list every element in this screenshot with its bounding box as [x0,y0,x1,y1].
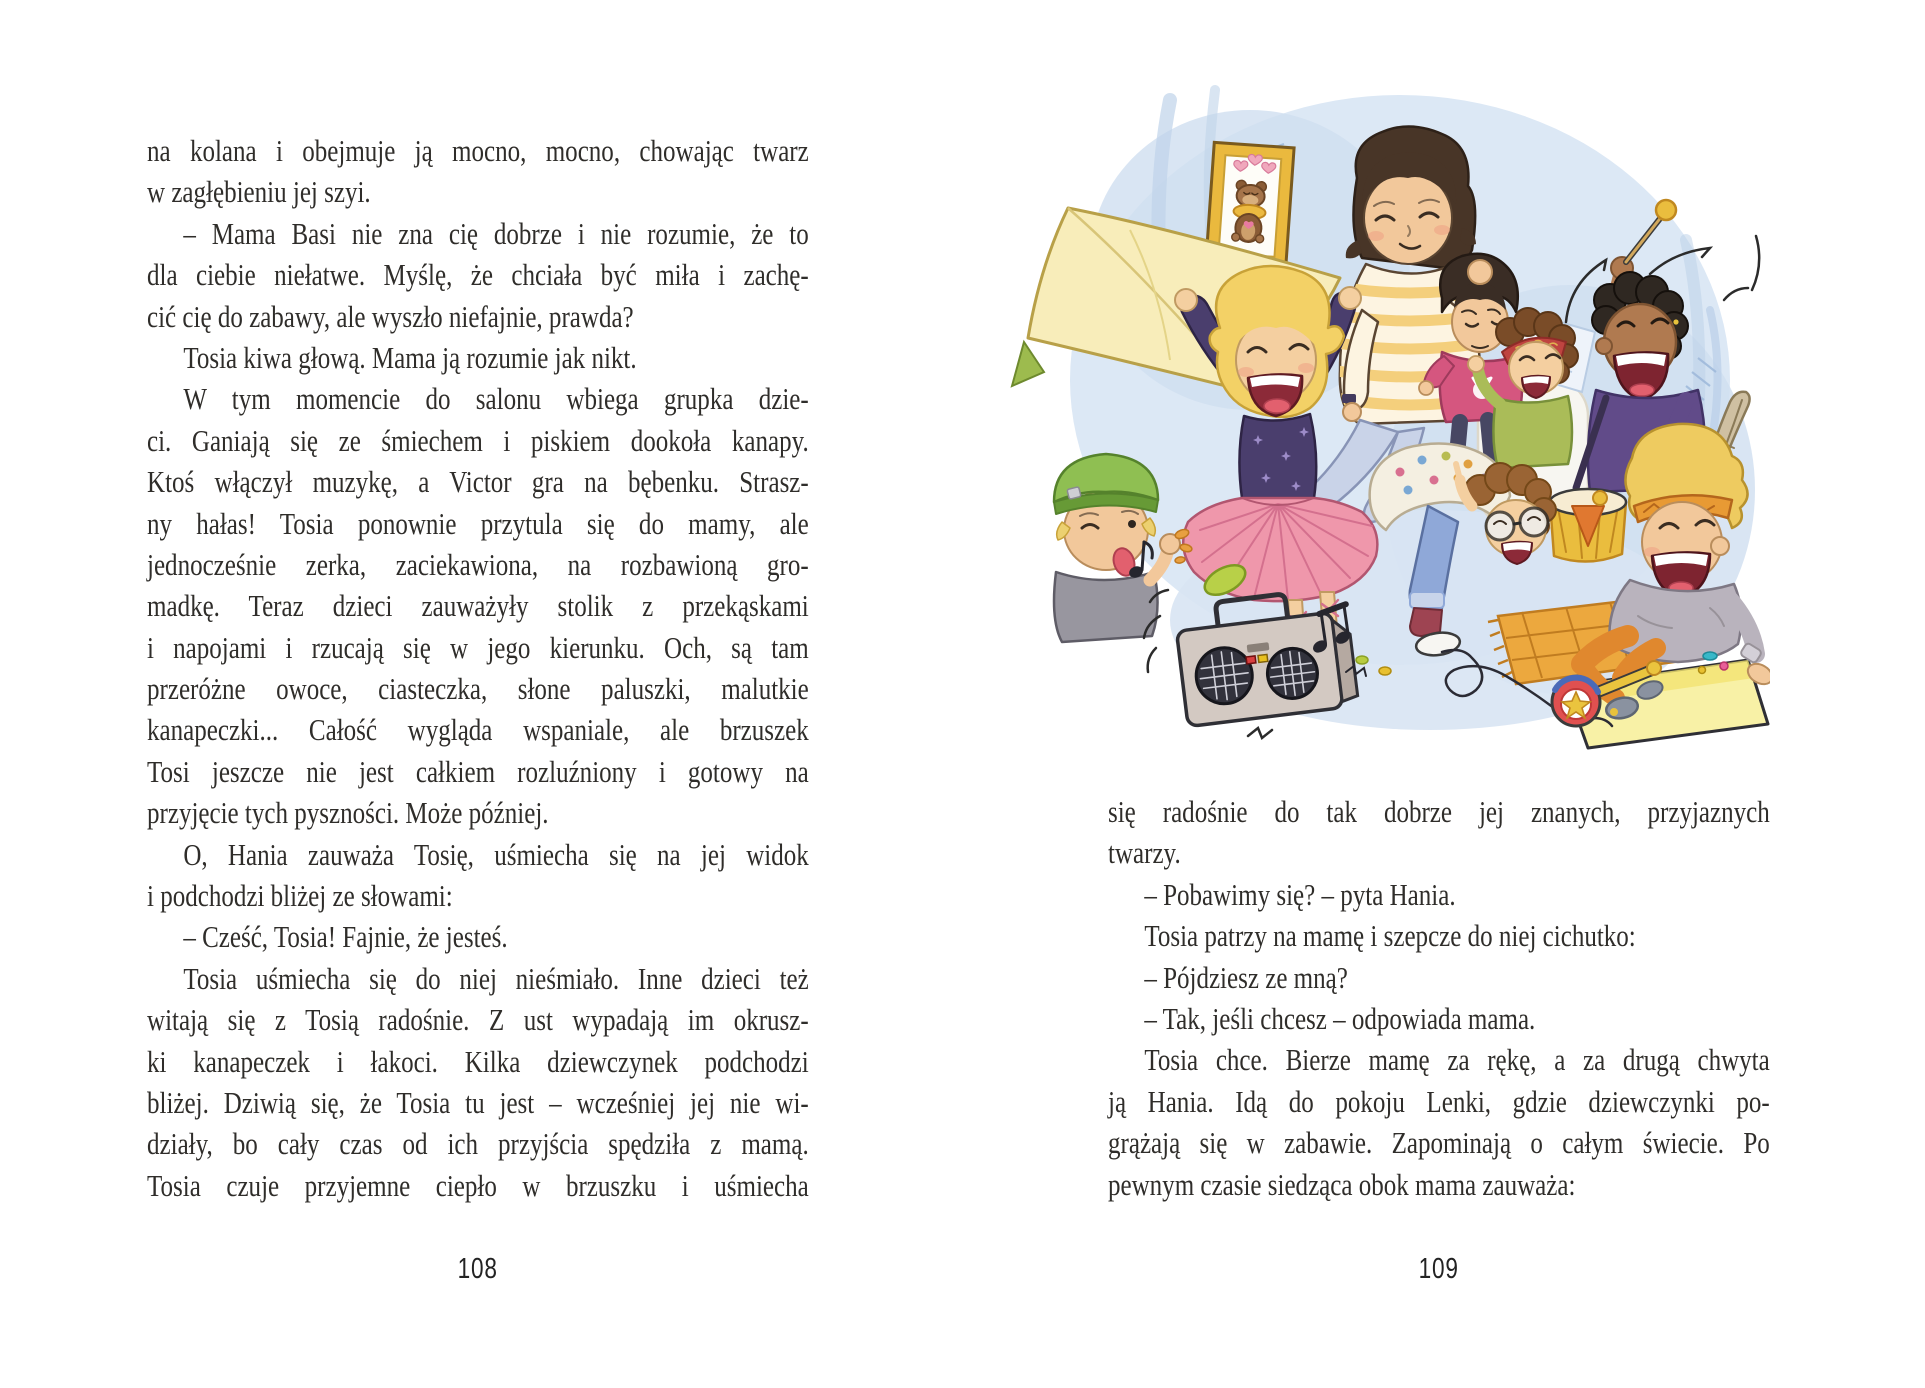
text-line: ją Hania. Idą do pokoju Lenki, gdzie dziewczynki po- [1108,1083,1770,1119]
text-line: Tosia chce. Bierze mamę za rękę, a za drugą chwyta [1144,1042,1770,1078]
star-top [1239,414,1316,498]
toy-drum [1550,489,1626,562]
pillow-leaf-corner [1012,342,1044,386]
mom-hand-on-head [1468,260,1492,284]
text-line: przeróżne owoce, ciasteczka, słone paluszki, malutkie [147,671,809,707]
red-button [1246,656,1256,664]
wrist-watch [1342,394,1356,403]
text-line: cić cię do zabawy, ale wyszło niefajnie, prawda? [147,298,634,334]
text-line: bliżej. Dziwią się, że Tosia tu jest – wcześniej jej nie wi- [147,1084,809,1120]
text-line: grążają się w zabawie. Zapominają o całym świecie. Po [1108,1125,1770,1161]
text-line: ny hałas! Tosia ponownie przytula się do mamy, ale [147,505,809,541]
text-line: Ktoś włączył muzykę, a Victor gra na bębenku. Strasz- [147,464,809,500]
page-108-number [147,1253,809,1286]
text-line: – Pójdziesz ze mną? [1144,959,1348,995]
page-108-text [147,130,809,1206]
text-line: Tosi jeszcze nie jest całkiem rozluźniony i gotowy na [147,753,809,789]
text-line: się radośnie do tak dobrze jej znanych, przyjaznych [1108,794,1770,829]
text-line: jednocześnie zerka, zaciekawiona, na rozbawioną gro- [147,546,809,582]
text-line: ki kanapeczek i łakoci. Kilka dziewczynek podchodzi [147,1043,809,1079]
text-line: Tosia patrzy na mamę i szepcze do niej cichutko: [1144,918,1636,954]
text-line: Tosia kiwa głową. Mama ją rozumie jak nikt. [183,339,637,375]
page-number-label: 108 [457,1253,499,1285]
text-line: w zagłębieniu jej szyi. [147,174,371,210]
text-line: przyjęcie tych pyszności. Może później. [147,795,549,831]
text-line: i napojami i rzucają się w jego kierunku. Och, są tam [147,629,809,665]
yellow-button [1258,654,1268,662]
text-line: O, Hania zauważa Tosię, uśmiecha się na jej widok [183,836,809,872]
text-line: madkę. Teraz dzieci zauważyły stolik z przekąskami [147,588,809,624]
text-line: W tym momencie do salonu wbiega grupka dzie- [183,381,809,417]
text-line: twarzy. [1108,835,1181,871]
page-number-label: 109 [1418,1253,1460,1285]
text-line: i podchodzi bliżej ze słowami: [147,878,453,914]
text-line: witają się z Tosią radośnie. Z ust wypadają im okrusz- [147,1002,809,1038]
hand-gripping-pillow [1175,289,1197,311]
text-line: działy, bo cały czas od ich przyjścia spędziła z mamą. [147,1126,809,1162]
text-line: – Tak, jeśli chcesz – odpowiada mama. [1144,1000,1536,1036]
text-line: Tosia uśmiecha się do niej nieśmiało. Inne dzieci też [183,960,809,996]
gold-stud [1673,319,1678,324]
text-line: – Cześć, Tosia! Fajnie, że jesteś. [183,919,508,955]
illustration-kids-party [1010,60,1770,760]
text-line: Tosia czuje przyjemne ciepło w brzuszku i uśmiecha [147,1167,809,1203]
text-line: na kolana i obejmuje ją mocno, mocno, chowając twarz [147,133,809,168]
text-line: pewnym czasie siedząca obok mama zauważa: [1108,1166,1576,1202]
text-line: – Mama Basi nie zna cię dobrze i nie rozumie, że to [183,215,809,251]
text-line: dla ciebie niełatwe. Myślę, że chciała być miła i zachę- [147,257,809,293]
text-line: ci. Ganiają się ze śmiechem i piskiem dookoła kanapy. [147,422,809,458]
illustration-svg [1010,60,1770,760]
text-line: kanapeczki... Całość wygląda wspaniale, ale brzuszek [147,712,809,748]
page-109-text [1108,791,1770,1205]
page-109-number [1108,1253,1770,1286]
text-line: – Pobawimy się? – pyta Hania. [1144,876,1456,912]
